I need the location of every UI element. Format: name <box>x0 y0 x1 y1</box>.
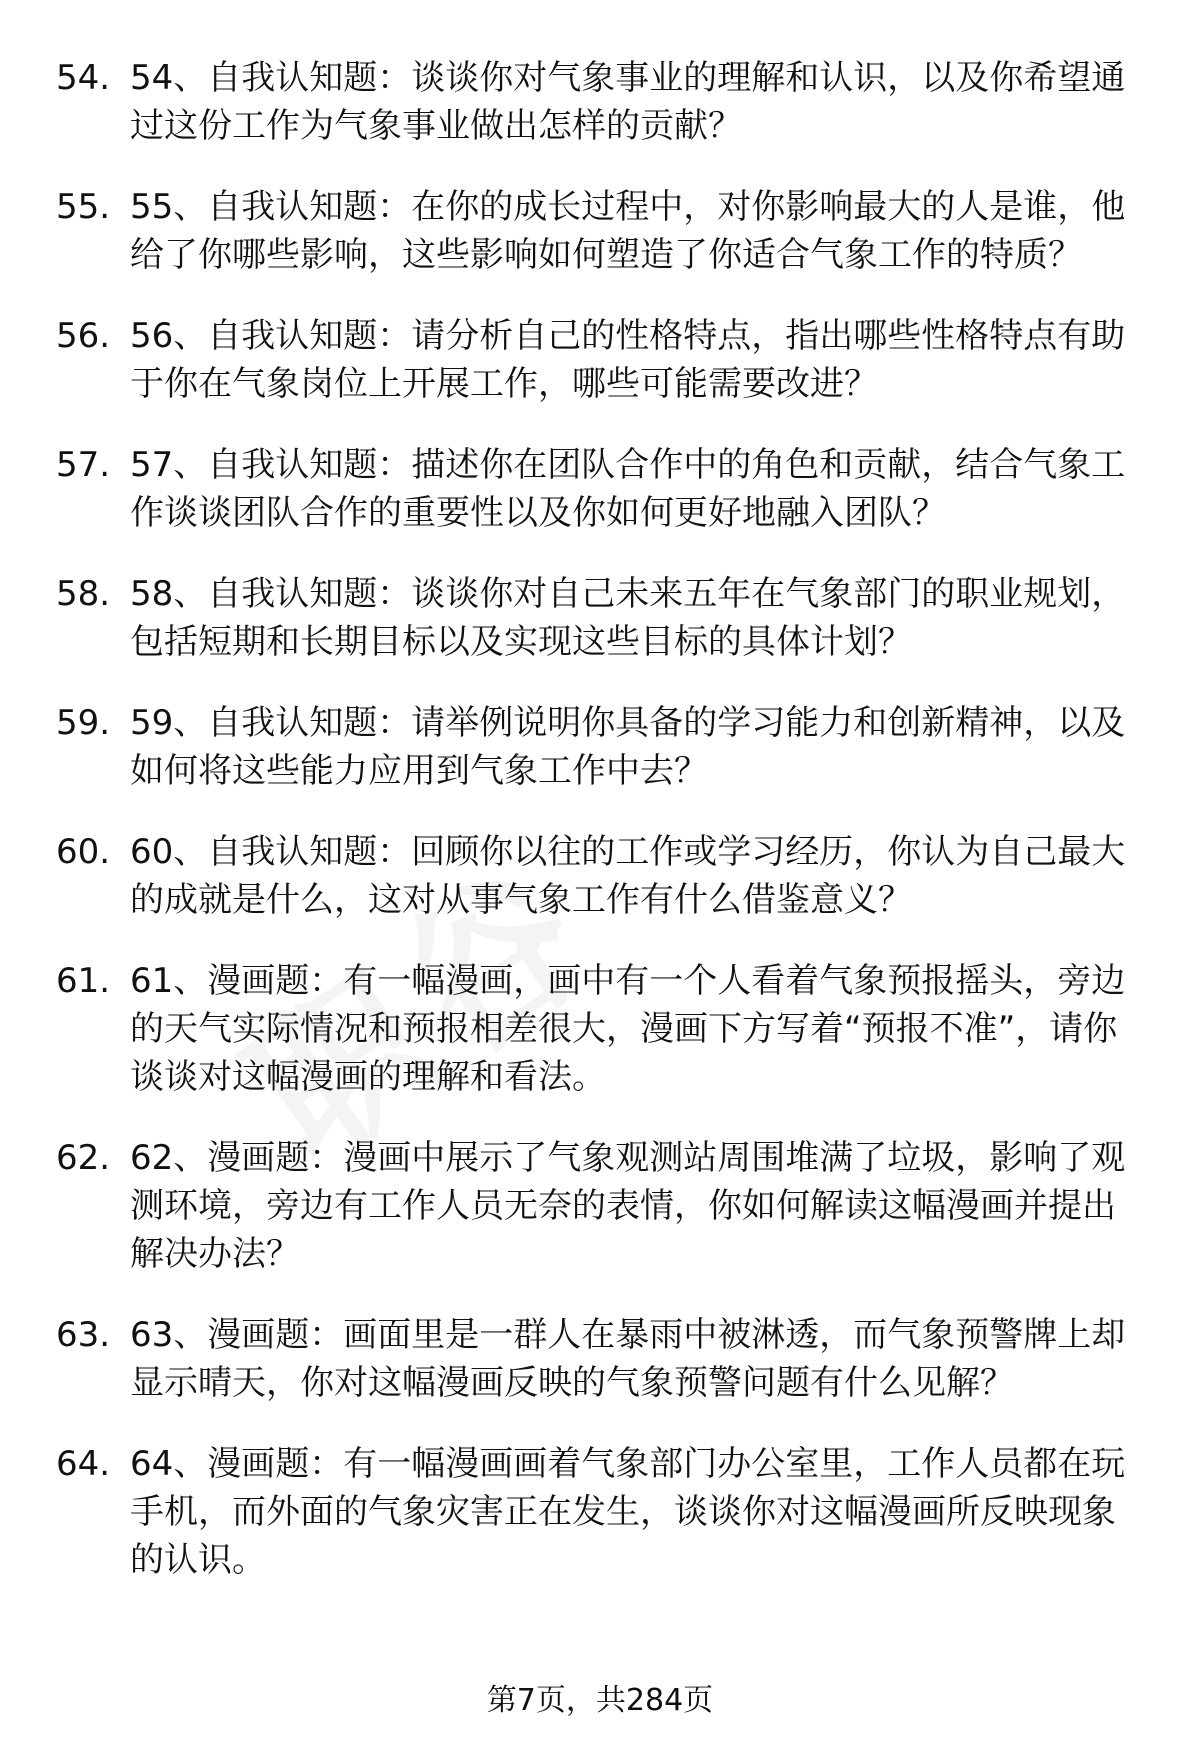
list-item <box>0 1134 1200 1278</box>
question-list <box>0 54 1200 1617</box>
question-text: 59、自我认知题：请举例说明你具备的学习能力和创新精神，以及如何将这些能力应用到气象工作中去？ <box>130 703 1126 791</box>
list-item <box>0 183 1200 279</box>
question-text: 58、自我认知题：谈谈你对自己未来五年在气象部门的职业规划，包括短期和长期目标以及实现这些目标的具体计划？ <box>130 574 1126 662</box>
list-item <box>0 1440 1200 1584</box>
list-number: 55. <box>56 187 111 227</box>
list-number: 56. <box>56 316 111 356</box>
question-text: 54、自我认知题：谈谈你对气象事业的理解和认识，以及你希望通过这份工作为气象事业做出怎样的贡献？ <box>130 58 1126 146</box>
list-number: 64. <box>56 1444 111 1484</box>
question-text: 57、自我认知题：描述你在团队合作中的角色和贡献，结合气象工作谈谈团队合作的重要性以及你如何更好地融入团队？ <box>130 445 1126 533</box>
list-number: 61. <box>56 961 111 1001</box>
question-text: 55、自我认知题：在你的成长过程中，对你影响最大的人是谁，他给了你哪些影响，这些影响如何塑造了你适合气象工作的特质？ <box>130 187 1126 275</box>
question-text: 62、漫画题：漫画中展示了气象观测站周围堆满了垃圾，影响了观测环境，旁边有工作人员无奈的表情，你如何解读这幅漫画并提出解决办法？ <box>130 1138 1126 1274</box>
question-text: 63、漫画题：画面里是一群人在暴雨中被淋透，而气象预警牌上却显示晴天，你对这幅漫画反映的气象预警问题有什么见解？ <box>130 1315 1126 1403</box>
question-text: 61、漫画题：有一幅漫画，画中有一个人看着气象预报摇头，旁边的天气实际情况和预报相差很大，漫画下方写着“预报不准”，请你谈谈对这幅漫画的理解和看法。 <box>130 961 1126 1097</box>
page-footer: 第7页，共284页 <box>486 1683 714 1718</box>
list-number: 63. <box>56 1315 111 1355</box>
list-number: 57. <box>56 445 111 485</box>
list-number: 60. <box>56 832 111 872</box>
question-text: 64、漫画题：有一幅漫画画着气象部门办公室里，工作人员都在玩手机，而外面的气象灾害正在发生，谈谈你对这幅漫画所反映现象的认识。 <box>130 1444 1126 1580</box>
question-text: 56、自我认知题：请分析自己的性格特点，指出哪些性格特点有助于你在气象岗位上开展工作，哪些可能需要改进？ <box>130 316 1126 404</box>
list-item <box>0 441 1200 537</box>
list-number: 62. <box>56 1138 111 1178</box>
list-number: 58. <box>56 574 111 614</box>
list-item <box>0 1311 1200 1407</box>
list-item <box>0 699 1200 795</box>
list-item <box>0 957 1200 1101</box>
list-number: 59. <box>56 703 111 743</box>
list-item <box>0 54 1200 150</box>
list-item <box>0 828 1200 924</box>
list-item <box>0 312 1200 408</box>
list-number: 54. <box>56 58 111 98</box>
list-item <box>0 570 1200 666</box>
question-text: 60、自我认知题：回顾你以往的工作或学习经历，你认为自己最大的成就是什么，这对从事气象工作有什么借鉴意义？ <box>130 832 1126 920</box>
